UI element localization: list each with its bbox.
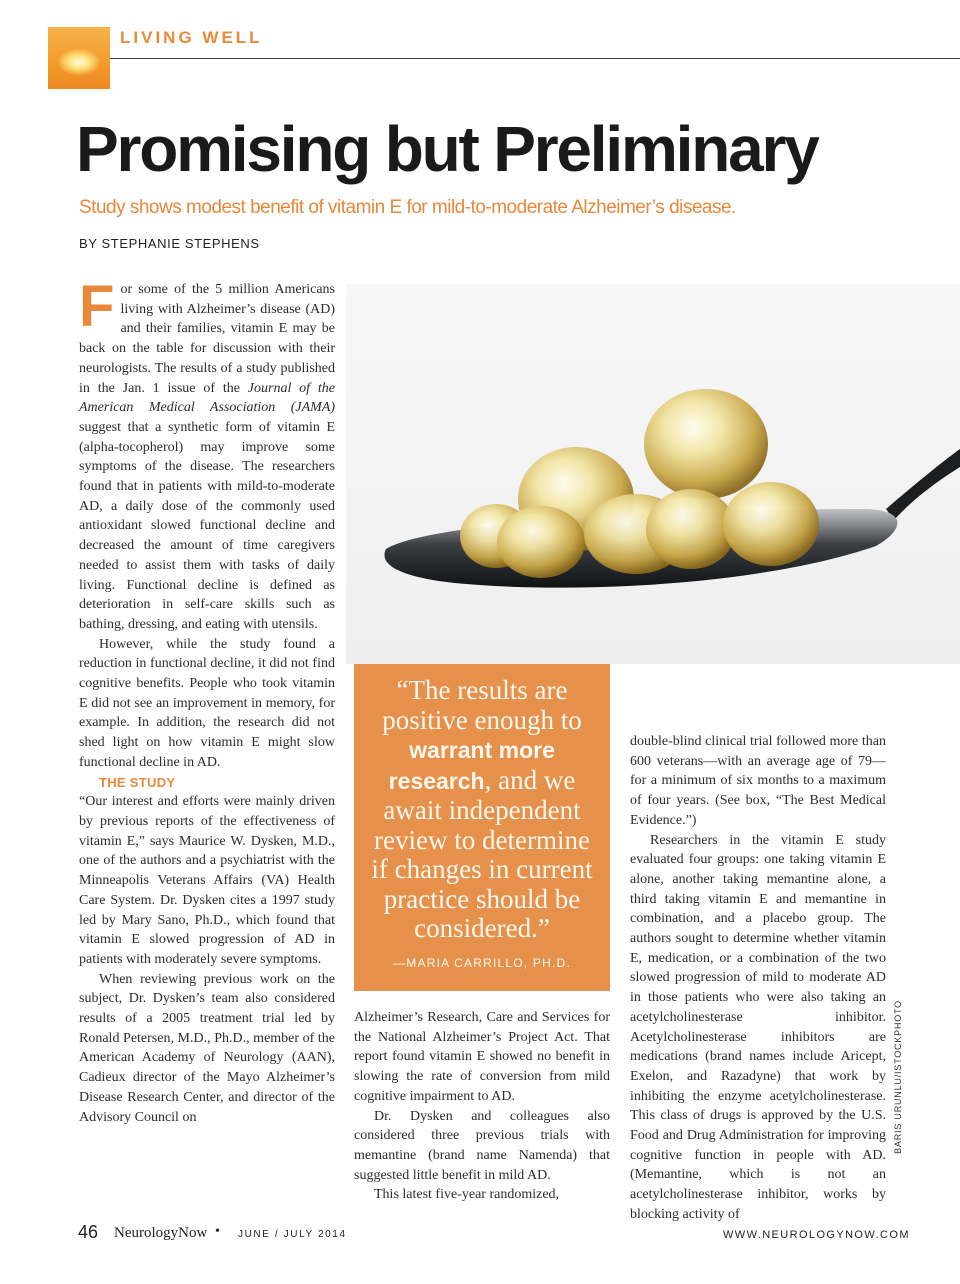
footer-bullet: • [215,1224,220,1239]
col2-paragraph-1: Alzheimer’s Research, Care and Services for the National Alzheimer’s Project Act. That report found vitamin E showed no benefit in slowing the rate of conversion from mild cognitive impairment to AD. [354,1010,610,1104]
page-number: 46 [78,1222,99,1242]
column-1 [79,274,335,1127]
magazine-name: NeurologyNow [114,1225,208,1241]
pull-quote-attribution: —MARIA CARRILLO, PH.D. [393,956,571,970]
paragraph-1: For some of the 5 million Americans living with Alzheimer’s disease (AD) and their families, vitamin E may be back on the table for discussion with their neurologists. The results of a study published in the Jan. 1 issue of the Journal of the American Medical Association (JAMA) suggest that a synthetic form of vitamin E (alpha-tocopherol) may improve some symptoms of the disease. The researchers found that in patients with mild-to-moderate AD, a daily dose of the commonly used antioxidant slowed functional decline and decreased the amount of time caregivers needed to assist them with tasks of daily living. Functional decline is defined as deterioration in self-care skills such as bathing, dressing, and eating with utensils. [79,274,335,632]
photo-vitamin-e-spoon [346,284,960,664]
pull-quote-text: “The results are positive enough to warrant more research, and we await independent review to determine if changes in current practice should be considered.” [371,675,593,943]
pull-quote-emphasis: warrant more research [388,737,555,794]
spoon-illustration [346,284,960,664]
column-3 [630,732,886,1225]
paragraph-3: “Our interest and efforts were mainly driven by previous reports of the effectiveness of vitamin E,” says Maurice W. Dysken, M.D., one of the authors and a psychiatrist with the Minneapolis Veterans Affairs (VA) Health Care System. Dr. Dysken cites a 1997 study led by Mary Sano, Ph.D., which found that vitamin E slowed progression of AD in patients with moderately severe symptoms. [79,794,335,967]
col2-paragraph-2: Dr. Dysken and colleagues also considered three previous trials with memantine (brand name Namenda) that suggested little benefit in mild AD. [354,1108,610,1183]
deck: Study shows modest benefit of vitamin E for mild-to-moderate Alzheimer’s disease. [79,197,736,218]
section-label: LIVING WELL [120,28,263,47]
paragraph-2: However, while the study found a reduction in functional decline, it did not find cognitive benefits. People who took vitamin E did not see an improvement in memory, for example. In addition, the research did not shed light on how vitamin E might slow functional decline in AD. [79,636,335,770]
col3-paragraph-2: Researchers in the vitamin E study evaluated four groups: one taking vitamin E alone, another taking memantine alone, a third taking vitamin E and memantine in combination, and a placebo group. The authors sought to determine whether vitamin E, medication, or a combination of the two slowed progression of mild to moderate AD in those patients who were also taking an acetylcholinesterase inhibitor. Acetylcholinesterase inhibitors are medications (brand names include Aricept, Exelon, and Razadyne) that work by inhibiting the enzyme acetylcholinesterase. This class of drugs is approved by the U.S. Food and Drug Administration for improving cognitive function in people with AD. (Memantine, which is not an acetylcholinesterase inhibitor, works by blocking activity of [630,832,886,1222]
dropcap: F [79,274,115,339]
journal-title: Journal of the American Medical Association (JAMA) [79,380,335,416]
col2-paragraph-3: This latest five-year randomized, [374,1187,560,1203]
pull-quote [354,664,610,991]
headline: Promising but Preliminary [76,113,818,185]
column-2 [354,1008,610,1205]
paragraph-4: When reviewing previous work on the subject, Dr. Dysken’s team also considered results of a 2005 treatment trial led by Ronald Petersen, M.D., Ph.D., member of the American Academy of Neurology (AAN), Cadieux director of the Mayo Alzheimer’s Disease Research Center, and director of the Advisory Council on [79,971,335,1125]
website-url[interactable]: WWW.NEUROLOGYNOW.COM [723,1229,910,1241]
header-rule [110,58,960,59]
photo-credit: BARIS URUNLU/ISTOCKPHOTO [893,1000,903,1154]
subhead-the-study: THE STUDY [99,774,176,790]
section-logo-sun [48,27,110,89]
byline: BY STEPHANIE STEPHENS [79,236,260,251]
issue-date: JUNE / JULY 2014 [238,1229,347,1240]
col3-paragraph-1: double-blind clinical trial followed more than 600 veterans—with an average age of 79—for a minimum of six months to a maximum of four years. (See box, “The Best Medical Evidence.”) [630,734,886,828]
